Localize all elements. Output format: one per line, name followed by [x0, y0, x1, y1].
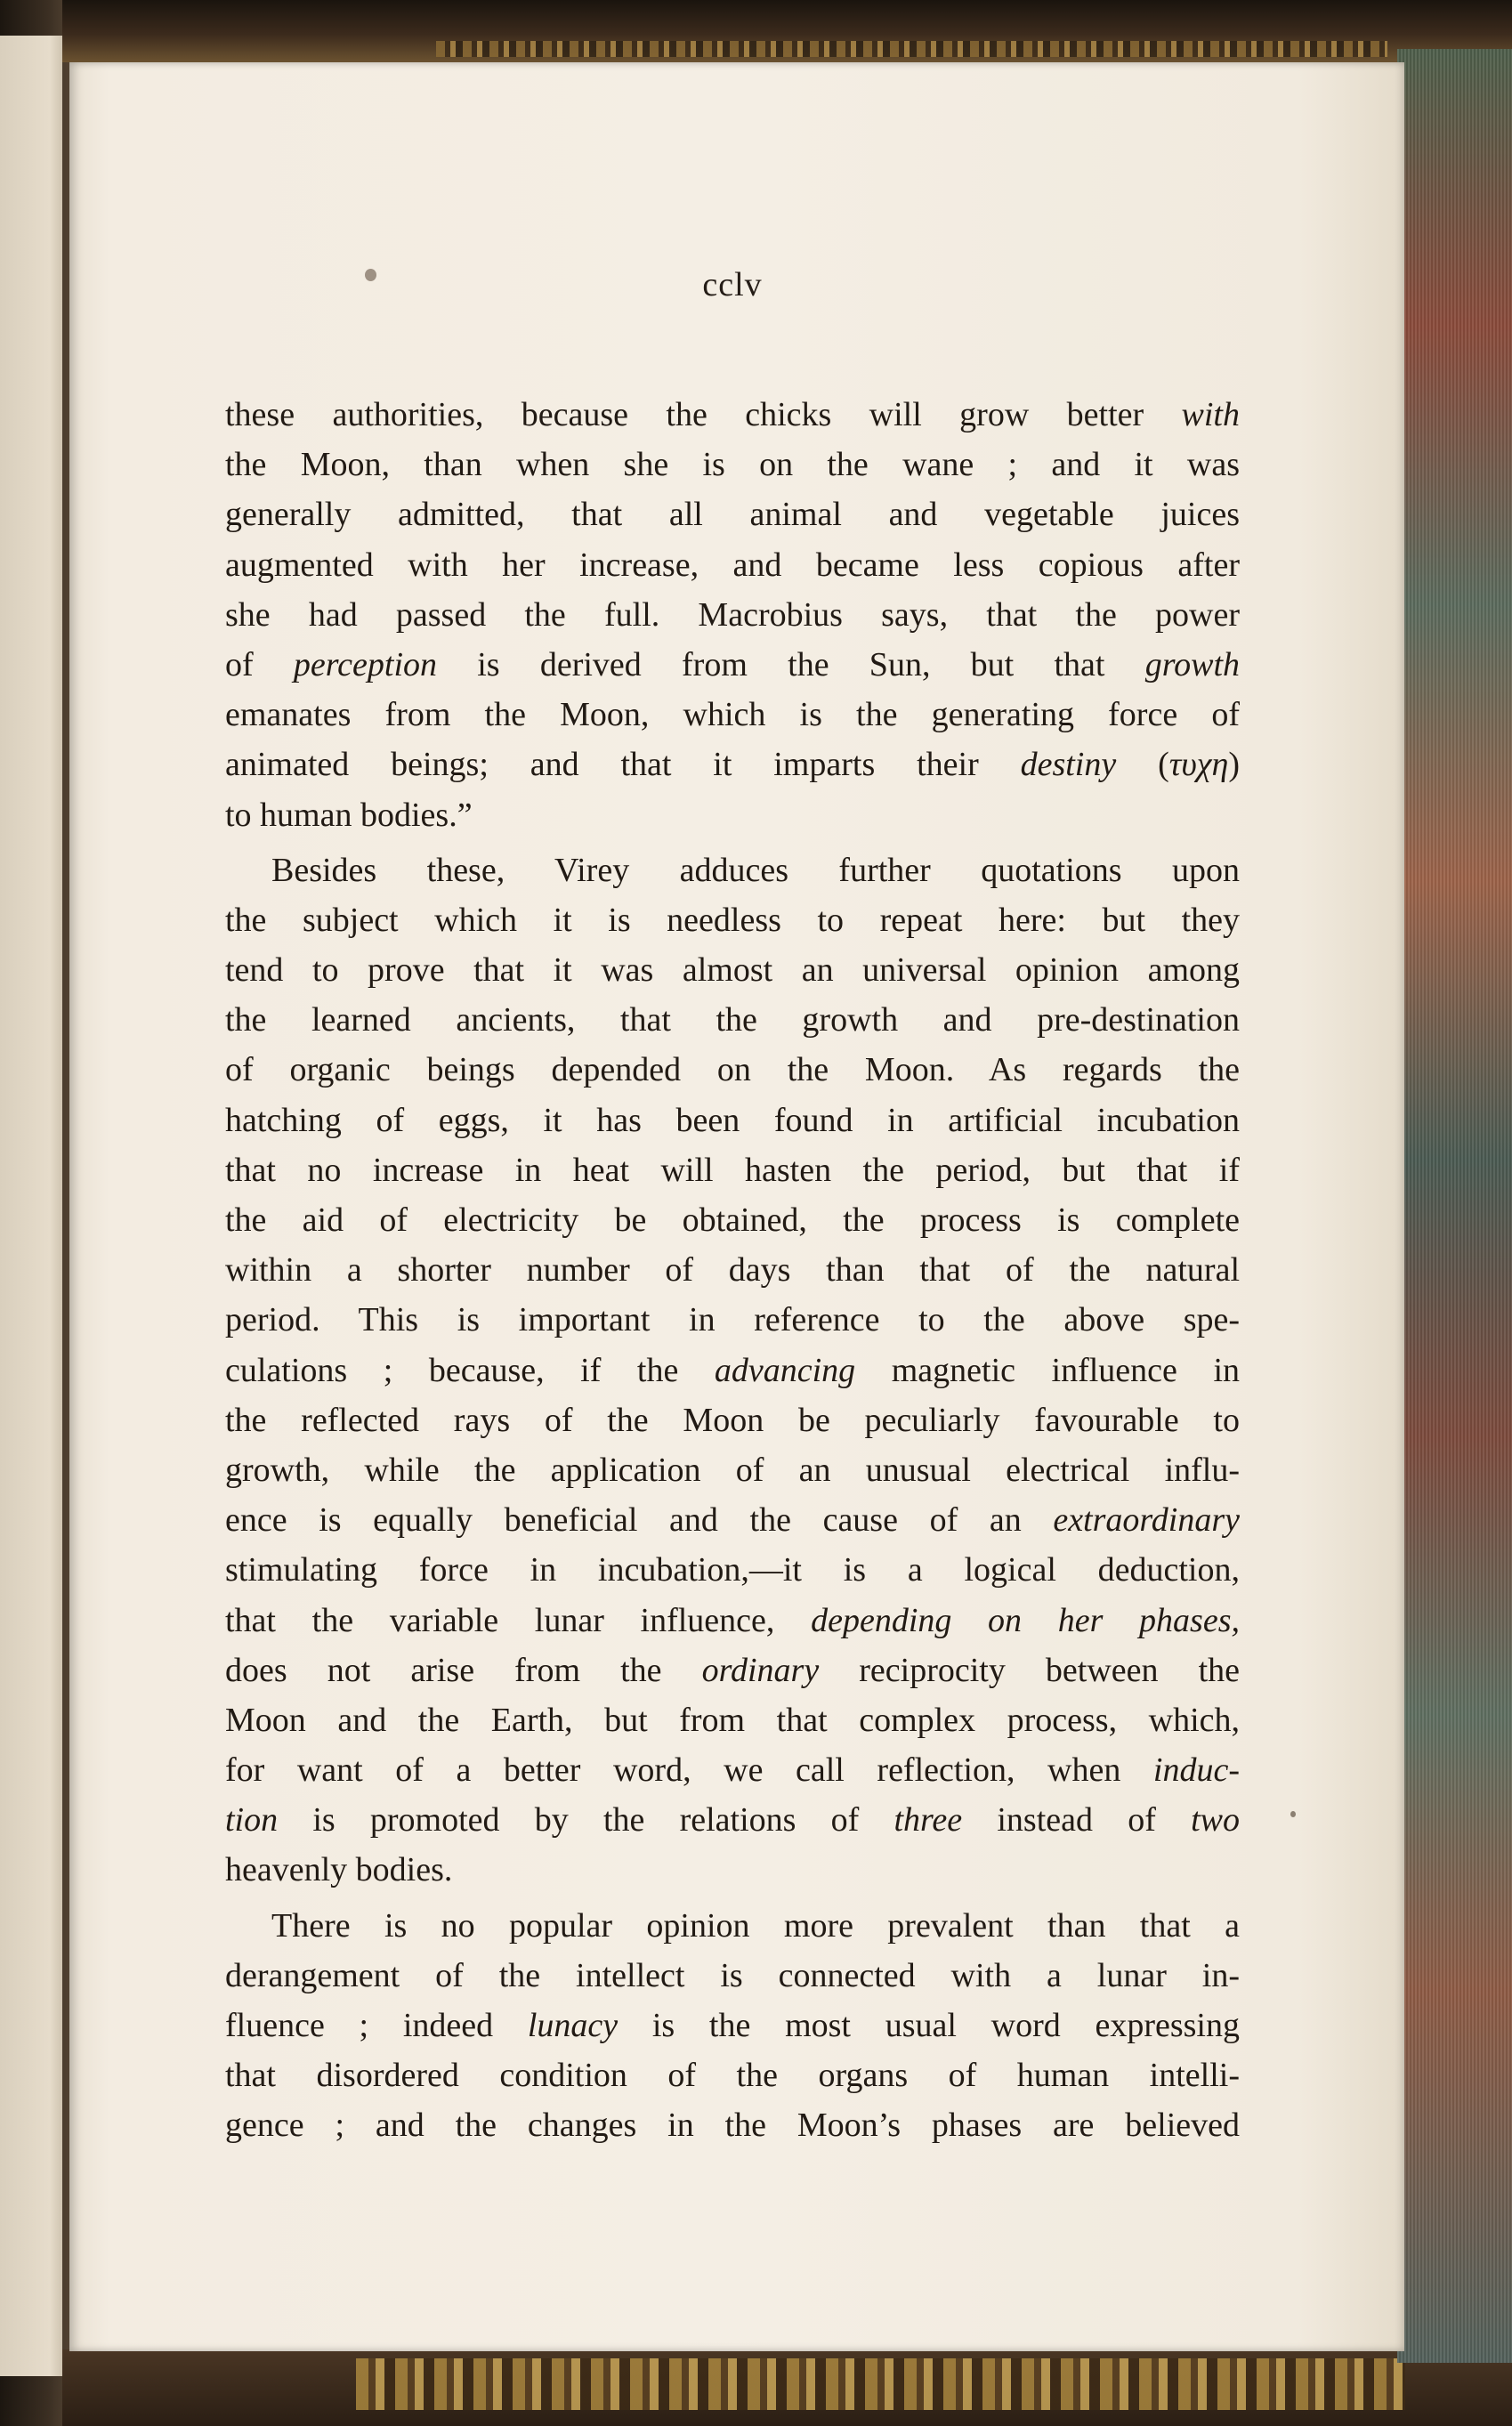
text-line: [225, 1295, 1240, 1345]
italic-text: extraordinary: [1053, 1501, 1240, 1540]
page-number: cclv: [702, 266, 763, 303]
text-line: [225, 945, 1240, 995]
text-line: [225, 845, 1240, 895]
text-run: that disordered condition of the organs of human intelli-: [225, 2057, 1240, 2095]
text-line: [225, 2050, 1240, 2100]
italic-text: τυχη: [1168, 746, 1229, 784]
text-line: [225, 895, 1240, 945]
text-line: [225, 790, 1240, 840]
text-line: [225, 1695, 1240, 1745]
text-run: Moon and the Earth, but from that complex process, which,: [225, 1701, 1240, 1739]
italic-text: ordinary: [701, 1651, 820, 1689]
italic-text: tion: [225, 1801, 279, 1840]
text-run: is derived from the Sun, but that: [437, 645, 1145, 683]
text-line: [225, 1951, 1240, 2001]
text-run: tend to prove that it was almost an universal opinion among: [225, 951, 1240, 990]
text-run: magnetic influence in: [855, 1351, 1240, 1389]
text-line: [225, 1445, 1240, 1495]
text-run: is the most usual word expressing: [618, 2007, 1240, 2044]
book-top-binding: [62, 0, 1512, 62]
text-run: of: [225, 645, 294, 683]
previous-page-edge: [0, 36, 62, 2376]
text-run: of organic beings depended on the Moon. As regards the: [225, 1051, 1240, 1089]
text-run: reciprocity between the: [819, 1651, 1240, 1689]
italic-text: growth: [1144, 645, 1240, 683]
text-run: heavenly bodies.: [225, 1851, 453, 1889]
text-line: [225, 1395, 1240, 1445]
text-run: the Moon, than when she is on the wane ; and it was: [225, 446, 1240, 484]
text-line: [225, 690, 1240, 740]
text-line: [225, 1845, 1240, 1895]
italic-text: lunacy: [527, 2007, 619, 2044]
text-line: [225, 1795, 1240, 1845]
text-run: the learned ancients, that the growth and pre-destination: [225, 1001, 1240, 1039]
text-line: [225, 2001, 1240, 2050]
text-run: within a shorter number of days than that of the natural: [225, 1251, 1240, 1290]
text-line: [225, 1096, 1240, 1145]
body-text: [225, 390, 1240, 2151]
text-run: instead of: [962, 1801, 1192, 1840]
italic-text: depending on her phases,: [811, 1601, 1240, 1639]
book-bottom-binding: [62, 2349, 1512, 2426]
text-run: There is no popular opinion more prevalent than that a: [271, 1906, 1240, 1945]
text-run: culations ; because, if the: [225, 1351, 715, 1389]
text-run: Besides these, Virey adduces further quotations upon: [271, 851, 1240, 889]
text-run: that the variable lunar influence,: [225, 1601, 812, 1639]
book-page: [69, 62, 1404, 2351]
text-run: for want of a better word, we call reflection, when: [225, 1751, 1153, 1790]
text-run: (: [1116, 746, 1169, 784]
text-line: [225, 590, 1240, 640]
italic-text: destiny: [1020, 746, 1117, 784]
text-run: ): [1228, 746, 1240, 784]
text-line: [225, 390, 1240, 440]
text-run: stimulating force in incubation,—it is a logical deduction,: [225, 1551, 1240, 1589]
text-run: to human bodies.”: [225, 796, 473, 834]
text-line: [225, 1596, 1240, 1646]
italic-text: with: [1181, 396, 1240, 433]
text-run: emanates from the Moon, which is the generating force of: [225, 696, 1240, 734]
text-run: the subject which it is needless to repeat here: but they: [225, 901, 1240, 939]
text-line: [225, 995, 1240, 1045]
italic-text: three: [893, 1801, 963, 1840]
italic-text: two: [1191, 1801, 1240, 1840]
marbled-page-edges: [1397, 49, 1512, 2363]
text-line: [225, 1245, 1240, 1295]
text-line: [225, 489, 1240, 539]
text-line: [225, 1346, 1240, 1395]
text-line: [225, 740, 1240, 789]
text-run: generally admitted, that all animal and vegetable juices: [225, 496, 1240, 534]
text-run: ence is equally beneficial and the cause of an: [225, 1501, 1054, 1540]
italic-text: advancing: [714, 1351, 856, 1389]
text-run: augmented with her increase, and became less copious after: [225, 546, 1240, 584]
text-line: [225, 540, 1240, 590]
text-line: [225, 1195, 1240, 1245]
text-line: [225, 1646, 1240, 1695]
text-run: the aid of electricity be obtained, the process is complete: [225, 1201, 1240, 1239]
ink-speck: [1290, 1811, 1296, 1817]
text-run: she had passed the full. Macrobius says, that the power: [225, 595, 1240, 634]
italic-text: perception: [293, 645, 437, 683]
text-run: is promoted by the relations of: [278, 1801, 894, 1840]
text-run: gence ; and the changes in the Moon’s phases are believed: [225, 2107, 1240, 2145]
text-run: the reflected rays of the Moon be peculiarly favourable to: [225, 1401, 1240, 1439]
text-line: [225, 1495, 1240, 1545]
text-run: derangement of the intellect is connected with a lunar in-: [225, 1956, 1240, 1994]
text-run: that no increase in heat will hasten the period, but that if: [225, 1151, 1240, 1189]
text-line: [225, 640, 1240, 690]
text-run: animated beings; and that it imparts their: [225, 746, 1021, 784]
text-line: [225, 1545, 1240, 1595]
text-run: period. This is important in reference to the above spe-: [225, 1301, 1240, 1339]
text-run: these authorities, because the chicks will grow better: [225, 396, 1182, 433]
text-line: [225, 440, 1240, 489]
text-run: hatching of eggs, it has been found in artificial incubation: [225, 1101, 1240, 1139]
text-run: does not arise from the: [225, 1651, 702, 1689]
text-run: growth, while the application of an unusual electrical influ-: [225, 1451, 1240, 1489]
text-line: [225, 1145, 1240, 1195]
text-line: [225, 1901, 1240, 1951]
text-run: fluence ; indeed: [225, 2007, 528, 2044]
text-line: [225, 1745, 1240, 1795]
italic-text: induc-: [1152, 1751, 1240, 1790]
text-line: [225, 2100, 1240, 2150]
text-line: [225, 1045, 1240, 1095]
